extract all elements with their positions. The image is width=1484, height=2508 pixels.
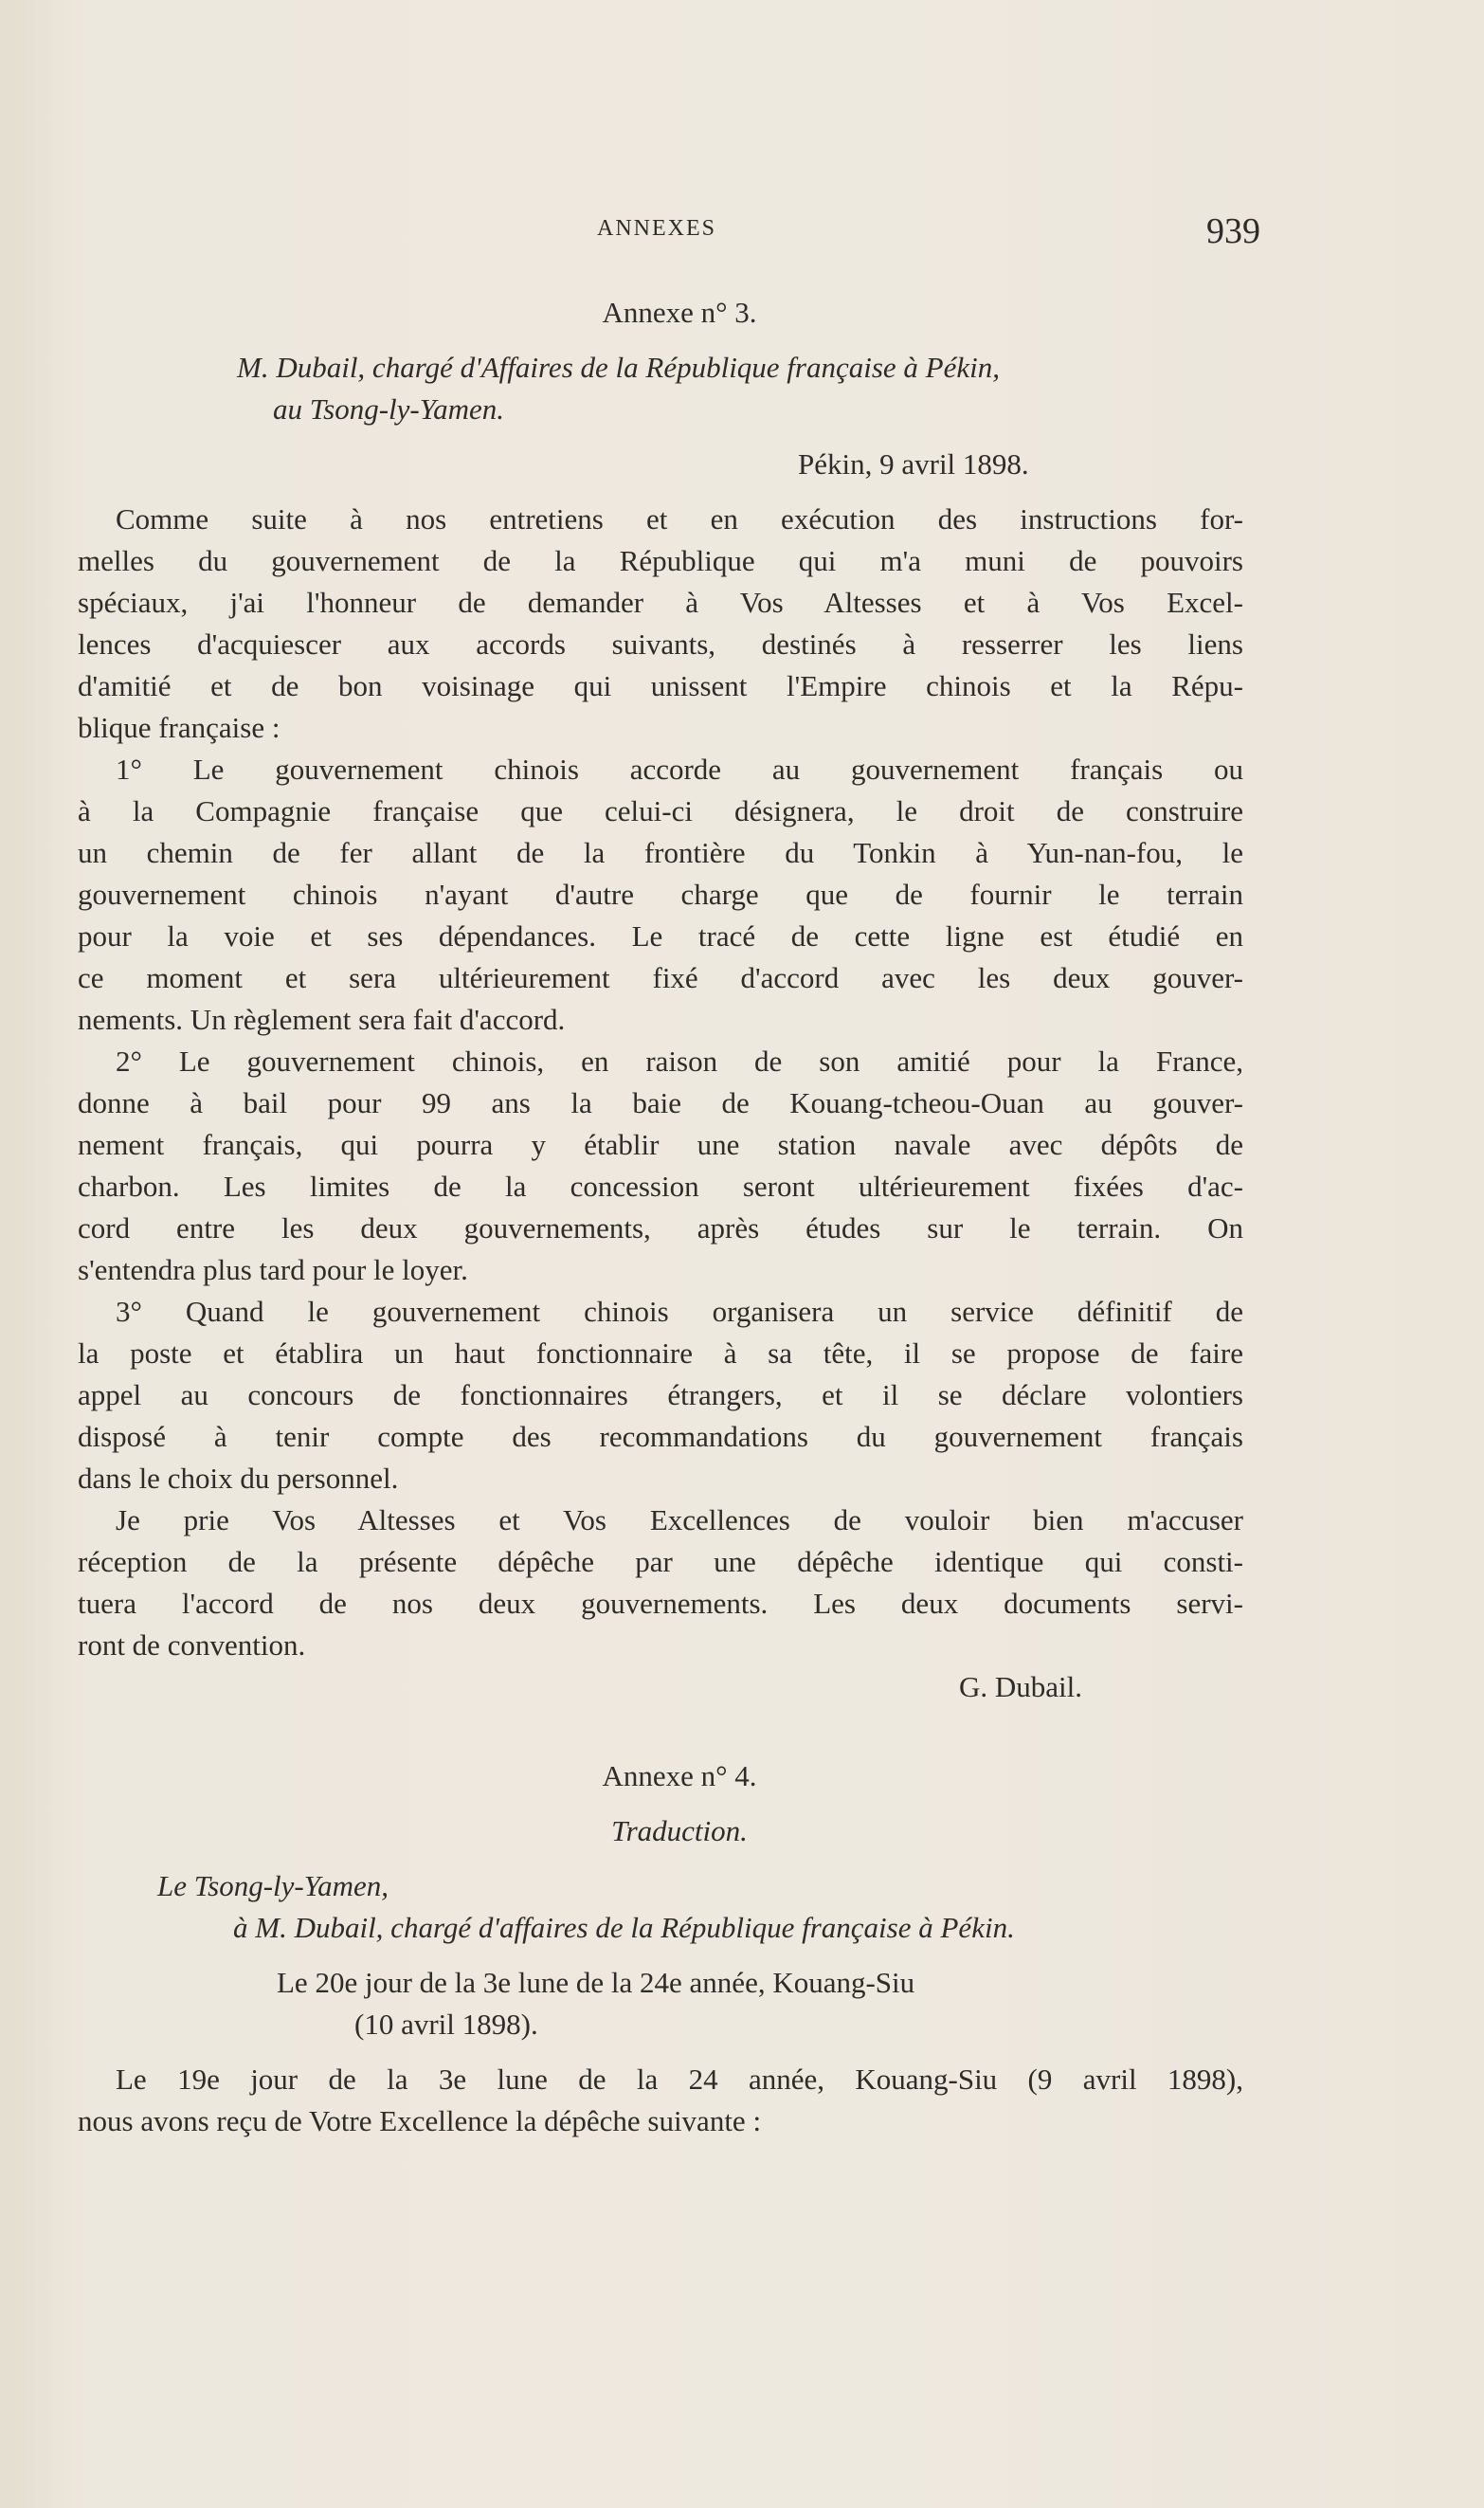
body-line: pour la voie et ses dépendances. Le tracé de cette ligne est étudié en [78, 919, 1243, 953]
annex-3-address-line-2: au Tsong-ly-Yamen. [273, 392, 505, 426]
annex-3-dateline: Pékin, 9 avril 1898. [798, 447, 1029, 481]
annex-4-date-line-1: Le 20e jour de la 3e lune de la 24e année, Kouang-Siu [277, 1966, 915, 1999]
body-line: un chemin de fer allant de la frontière du Tonkin à Yun-nan-fou, le [78, 836, 1243, 869]
body-line: nements. Un règlement sera fait d'accord. [78, 1003, 566, 1036]
annex-3-signature: G. Dubail. [959, 1670, 1083, 1703]
annex-4-address-line-2: à M. Dubail, chargé d'affaires de la République française à Pékin. [233, 1911, 1015, 1944]
body-line: à la Compagnie française que celui-ci désignera, le droit de construire [78, 794, 1243, 827]
body-line: Le 19e jour de la 3e lune de la 24 année, Kouang-Siu (9 avril 1898), [116, 2063, 1243, 2096]
page-number: 939 [1206, 211, 1260, 251]
body-line: appel au concours de fonctionnaires étrangers, et il se déclare volontiers [78, 1378, 1243, 1411]
annex-4-body [78, 2059, 1243, 2142]
body-line: nement français, qui pourra y établir une station navale avec dépôts de [78, 1128, 1243, 1161]
body-line: Comme suite à nos entretiens et en exécution des instructions for- [116, 502, 1243, 536]
annex-4-address-line-1: Le Tsong-ly-Yamen, [157, 1869, 389, 1902]
body-line: tuera l'accord de nos deux gouvernements. Les deux documents servi- [78, 1587, 1243, 1620]
body-line: d'amitié et de bon voisinage qui unissent l'Empire chinois et la Répu- [78, 669, 1243, 702]
annex-4-subheading: Traduction. [611, 1814, 748, 1847]
body-line: ront de convention. [78, 1628, 306, 1662]
body-line: Je prie Vos Altesses et Vos Excellences de vouloir bien m'accuser [116, 1503, 1243, 1536]
annex-4-date-line-2: (10 avril 1898). [354, 2008, 538, 2041]
body-line: s'entendra plus tard pour le loyer. [78, 1253, 468, 1286]
body-line: 3° Quand le gouvernement chinois organisera un service définitif de [116, 1295, 1243, 1328]
annex-4-heading: Annexe n° 4. [602, 1759, 757, 1792]
body-line: 2° Le gouvernement chinois, en raison de son amitié pour la France, [116, 1045, 1243, 1078]
body-line: donne à bail pour 99 ans la baie de Kouang-tcheou-Ouan au gouver- [78, 1086, 1243, 1119]
body-line: ce moment et sera ultérieurement fixé d'accord avec les deux gouver- [78, 961, 1243, 994]
body-line: cord entre les deux gouvernements, après études sur le terrain. On [78, 1211, 1243, 1245]
body-line: charbon. Les limites de la concession seront ultérieurement fixées d'ac- [78, 1170, 1243, 1203]
body-line: spéciaux, j'ai l'honneur de demander à Vos Altesses et à Vos Excel- [78, 586, 1243, 619]
body-line: dans le choix du personnel. [78, 1462, 399, 1495]
body-line: la poste et établira un haut fonctionnaire à sa tête, il se propose de faire [78, 1336, 1243, 1370]
annex-3-body [78, 499, 1243, 1666]
body-line: melles du gouvernement de la République qui m'a muni de pouvoirs [78, 544, 1243, 577]
annex-3-heading: Annexe n° 3. [602, 296, 757, 329]
body-line: disposé à tenir compte des recommandations du gouvernement français [78, 1420, 1243, 1453]
running-head [95, 210, 1260, 258]
page-content [78, 292, 1243, 2142]
body-line: réception de la présente dépêche par une dépêche identique qui consti- [78, 1545, 1243, 1578]
annex-3-address-line-1: M. Dubail, chargé d'Affaires de la République française à Pékin, [237, 351, 1001, 384]
body-line: gouvernement chinois n'ayant d'autre charge que de fournir le terrain [78, 878, 1243, 911]
body-line: lences d'acquiescer aux accords suivants, destinés à resserrer les liens [78, 627, 1243, 661]
running-head-title: ANNEXES [597, 216, 716, 241]
body-line: nous avons reçu de Votre Excellence la dépêche suivante : [78, 2104, 762, 2137]
body-line: 1° Le gouvernement chinois accorde au gouvernement français ou [116, 753, 1243, 786]
body-line: blique française : [78, 711, 281, 744]
